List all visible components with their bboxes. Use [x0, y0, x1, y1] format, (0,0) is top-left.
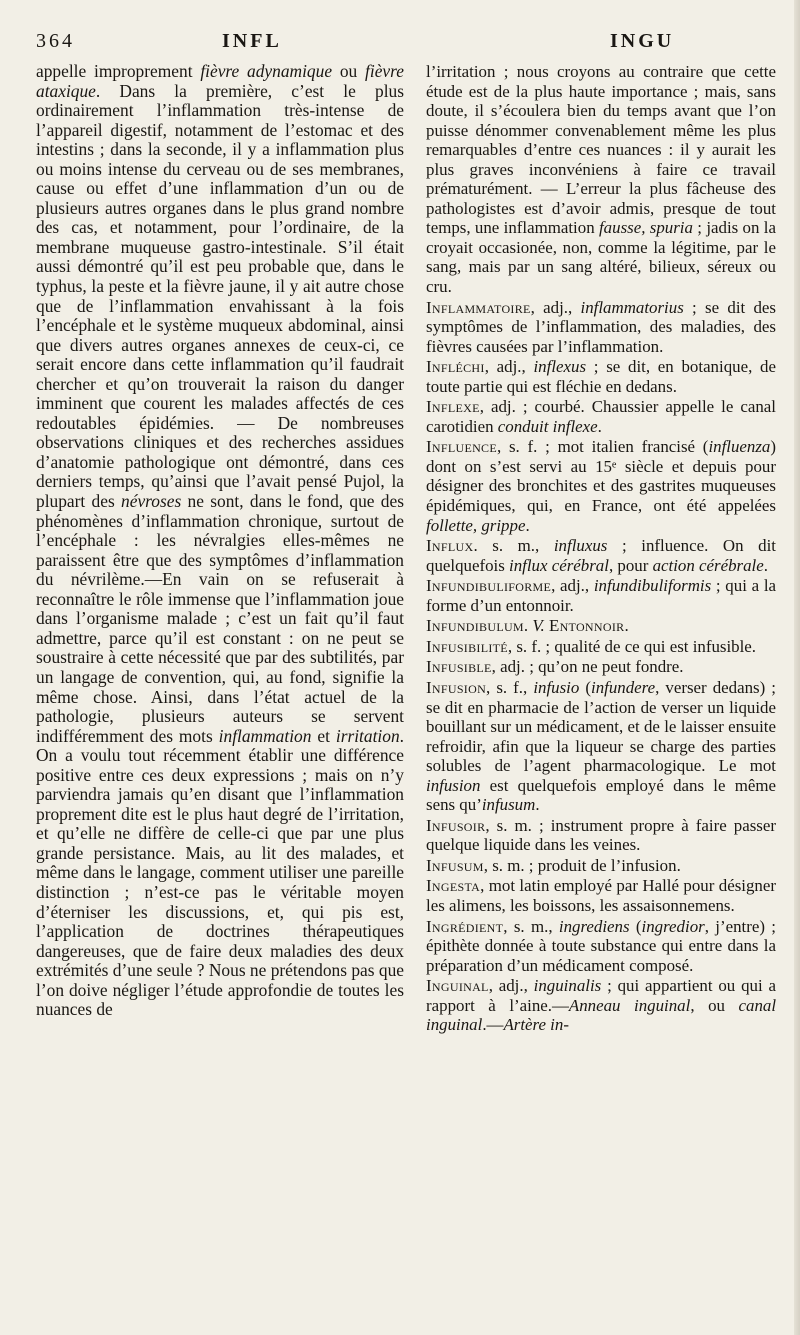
entry-text: ; qui appartient ou qui a rapport à l’aine.—	[426, 976, 776, 1015]
italic-term: Artère in-	[503, 1015, 569, 1035]
headword: Infusum	[426, 855, 484, 875]
continued-paragraph	[426, 62, 776, 297]
italic-term: ingrediens	[558, 916, 630, 936]
entry-text: , adj.,	[551, 576, 594, 596]
entry-text: est quelquefois employé dans le même sens qu’	[426, 775, 776, 815]
page-number: 364	[36, 30, 75, 52]
italic-term: névroses	[121, 491, 182, 512]
italic-term: inguinalis	[533, 976, 602, 996]
italic-term: influenza	[708, 437, 771, 457]
entry-text: . Dans la première, c’est le plus ordinairement l’inflammation très-intense de l’appareil digestif, notamment de l’estomac et des intestins ; dans la seconde, il y a inflammation plus ou moins intense du cerveau ou de ses membranes, cause ou effet d’une inflammation d’un ou de plusieurs autres organes dans le plus grand nombre des cas, et notamment, pour l’ordinaire, de la membrane muqueuse gastro-intestinale. S’il était aussi démontré qu’il est peu probable que, dans le typhus, la peste et la fièvre jaune, il y ait autre chose que de l’inflammation envahissant à la fois l’encéphale et le système muqueux abdominal, ainsi que divers autres organes annexes de ceux-ci, ce serait encore dans cette inflammation qu’il faudrait chercher et qu’on trouverait la raison du danger imminent que courent les malades affectés de ces redoutables épidémies. — De nombreuses observations cliniques et des recherches assidues d’anatomie pathologique ont démontré, dans ces derniers temps, qu’ainsi que l’avait pensé Pujol, la plupart des	[36, 80, 404, 512]
right-column	[426, 62, 776, 1035]
headword: Infusibilité	[426, 636, 508, 656]
entry-text: .	[624, 616, 629, 636]
italic-term: infusion	[426, 775, 481, 795]
headword: Inguinal	[426, 976, 489, 996]
entry-text: , adj. ; qu’on ne peut fondre.	[491, 657, 684, 677]
dictionary-entry	[426, 637, 776, 657]
left-guide-word: INFL	[222, 30, 282, 52]
right-guide-word: INGU	[610, 30, 675, 52]
entry-text: ) dont on s’est servi au 15ᵉ siècle et depuis pour désigner des bronchites et des gastrites muqueuses épidémiques, qui, en France, ont été appelées	[426, 437, 776, 516]
headword: Entonnoir	[548, 616, 625, 636]
headword: Infundibuliforme	[426, 576, 552, 596]
entry-text: .	[763, 555, 768, 575]
continued-paragraph	[36, 62, 404, 1020]
italic-term: fausse, spuria	[598, 218, 693, 238]
entry-text: . s. m.,	[473, 536, 554, 556]
entry-text: , adj.,	[484, 357, 534, 377]
italic-term: influxus	[553, 536, 608, 556]
italic-term: inflexus	[533, 357, 587, 377]
italic-term: Anneau inguinal	[568, 995, 691, 1015]
italic-term: follette, grippe	[426, 515, 526, 535]
headword: Infusoir	[426, 815, 486, 835]
dictionary-entry	[426, 816, 776, 855]
headword: Infusion	[426, 677, 487, 697]
entry-text: et	[311, 725, 336, 746]
italic-term: action cérébrale	[652, 555, 764, 575]
entry-text: .	[525, 515, 530, 535]
dictionary-entry	[426, 576, 776, 615]
entry-text: .—	[482, 1015, 504, 1035]
entry-text: , pour	[608, 555, 653, 575]
entry-text: ; qui a la forme d’un entonnoir.	[426, 576, 777, 615]
entry-text: .	[535, 795, 540, 815]
entry-text: , s. f. ; qualité de ce qui est infusible.	[507, 636, 757, 656]
headword: Ingesta	[426, 876, 481, 896]
entry-text: , verser dedans) ; se dit en pharmacie de l’action de verser un liquide bouillant sur un médicament, et de le laisser ensuite refroidir, afin que la liqueur se charge des parties solubles de l’agent pharmacologique. Le mot	[426, 677, 776, 776]
entry-text: appelle improprement	[36, 61, 201, 81]
entry-text: (	[629, 916, 642, 936]
italic-term: infundere	[591, 677, 656, 697]
headword: Infléchi	[426, 357, 485, 377]
entry-text: , s. f. ; mot italien francisé (	[497, 437, 709, 457]
entry-text: , ou	[690, 995, 739, 1015]
headword: Ingrédient	[426, 916, 504, 936]
entry-text: .	[597, 416, 602, 436]
dictionary-entry	[426, 397, 776, 436]
dictionary-entry	[426, 856, 776, 876]
entry-text: . On a voulu tout récemment établir une différence positive entre ces deux expressions ; mais on n’y parviendra jamais qu’en disant que l’inflammation proprement dite est le plus haut degré de l’irritation, et qu’elle ne diffère de celle-ci que par une plus grande persistance. Mais, au lit des malades, et même dans le langage, comment utiliser une pareille distinction ; n’est-ce pas le véritable moyen d’éterniser les discussions, et, qui pis est, l’application de doctrines thérapeutiques dangereuses, que de faire deux maladies des deux extrémités d’une seule ? Nous ne prétendons pas que l’on doive négliger l’étude approfondie de toutes les nuances de	[36, 725, 404, 1020]
italic-term: inflammatorius	[580, 297, 684, 317]
entry-text: , mot latin employé par Hallé pour désigner les alimens, les boissons, les assaisonnemens.	[426, 876, 776, 915]
entry-text: , adj.,	[488, 976, 534, 996]
italic-term: fièvre ataxique	[36, 61, 404, 101]
italic-term: inflammation	[218, 725, 312, 746]
entry-text: ne sont, dans le fond, que des phénomènes d’inflammation chronique, surtout de l’encéphale : les névralgies elles-mêmes ne paraissent être que des symptômes d’inflammation du névrilème.—En vain on se refuserait à reconnaître le rôle immense que l’inflammation joue dans l’organisme malade ; c’est un fait qu’il faut admettre, parce qu’il est constant : on ne peut se soustraire à cette nécessité que par des subtilités, par un langage de convention, qui, au fond, signifie la même chose. Ainsi, dans l’état actuel de la pathologie, plusieurs auteurs se servent indifféremment des mots	[36, 491, 404, 746]
italic-term: infusum	[481, 795, 536, 815]
italic-term: fièvre adynamique	[200, 61, 333, 81]
entry-text: , s. m. ; produit de l’infusion.	[483, 855, 681, 875]
headword: Inflammatoire	[426, 297, 531, 317]
headword: Influence	[426, 437, 497, 457]
entry-text: l’irritation ; nous croyons au contraire que cette étude est de la plus haute importance ; mais, sans doute, il s’écoulera bien du temps avant que l’on puisse dénommer convenablement même les plus remarquables d’entre ces nuances : il y aurait les plus graves inconvéniens à faire ce travail prématurément. — L’erreur la plus fâcheuse des pathologistes est d’avoir admis, presque de tout temps, une inflammation	[426, 62, 776, 238]
headword: Inflexe	[426, 397, 480, 417]
dictionary-entry	[426, 657, 776, 677]
entry-text: , adj. ; courbé. Chaussier appelle le canal carotidien	[426, 397, 776, 436]
entry-text: ; se dit, en botanique, de toute partie qui est fléchie en dedans.	[426, 357, 776, 396]
dictionary-entry	[426, 437, 776, 535]
entry-text: ; se dit des symptômes de l’inflammation, des maladies, des fièvres causées par l’inflammation.	[426, 297, 777, 356]
italic-term: V.	[532, 616, 545, 636]
entry-text: (	[579, 677, 591, 697]
italic-term: irritation	[335, 725, 400, 746]
entry-text: , j’entre) ; épithète donnée à toute substance qui entre dans la préparation d’un médicament composé.	[426, 916, 776, 975]
dictionary-entry	[426, 298, 776, 357]
entry-text: , s. m.,	[503, 916, 559, 936]
dictionary-entry	[426, 616, 776, 636]
page-edge	[794, 0, 800, 1335]
headword: Infusible	[426, 657, 492, 677]
running-header	[36, 30, 772, 58]
entry-text: , s. m. ; instrument propre à faire passer quelque liquide dans les veines.	[426, 815, 776, 855]
dictionary-entry	[426, 678, 776, 815]
headword: Influx	[426, 536, 474, 556]
entry-text: ; influence. On dit quelquefois	[426, 536, 776, 575]
italic-term: canal inguinal	[426, 995, 777, 1035]
headword: Infundibulum	[426, 616, 524, 636]
italic-term: infusio	[533, 677, 580, 697]
dictionary-entry	[426, 917, 776, 976]
italic-term: influx cérébral	[509, 555, 609, 575]
dictionary-entry	[426, 357, 776, 396]
dictionary-entry	[426, 876, 776, 915]
italic-term: infundibuliformis	[593, 576, 712, 596]
entry-text: , adj.,	[530, 297, 581, 317]
entry-text: ; jadis on la croyait occasionée, non, comme la légitime, par le sang, mais par un sang altéré, bilieux, séreux ou cru.	[426, 218, 776, 297]
italic-term: ingredior	[641, 916, 705, 936]
dictionary-entry	[426, 536, 776, 575]
entry-text: .	[523, 616, 533, 636]
entry-text: ou	[332, 61, 366, 81]
entry-text: , s. f.,	[486, 677, 534, 697]
dictionary-entry	[426, 976, 776, 1035]
italic-term: conduit inflexe	[497, 416, 598, 436]
left-column	[36, 62, 404, 1020]
